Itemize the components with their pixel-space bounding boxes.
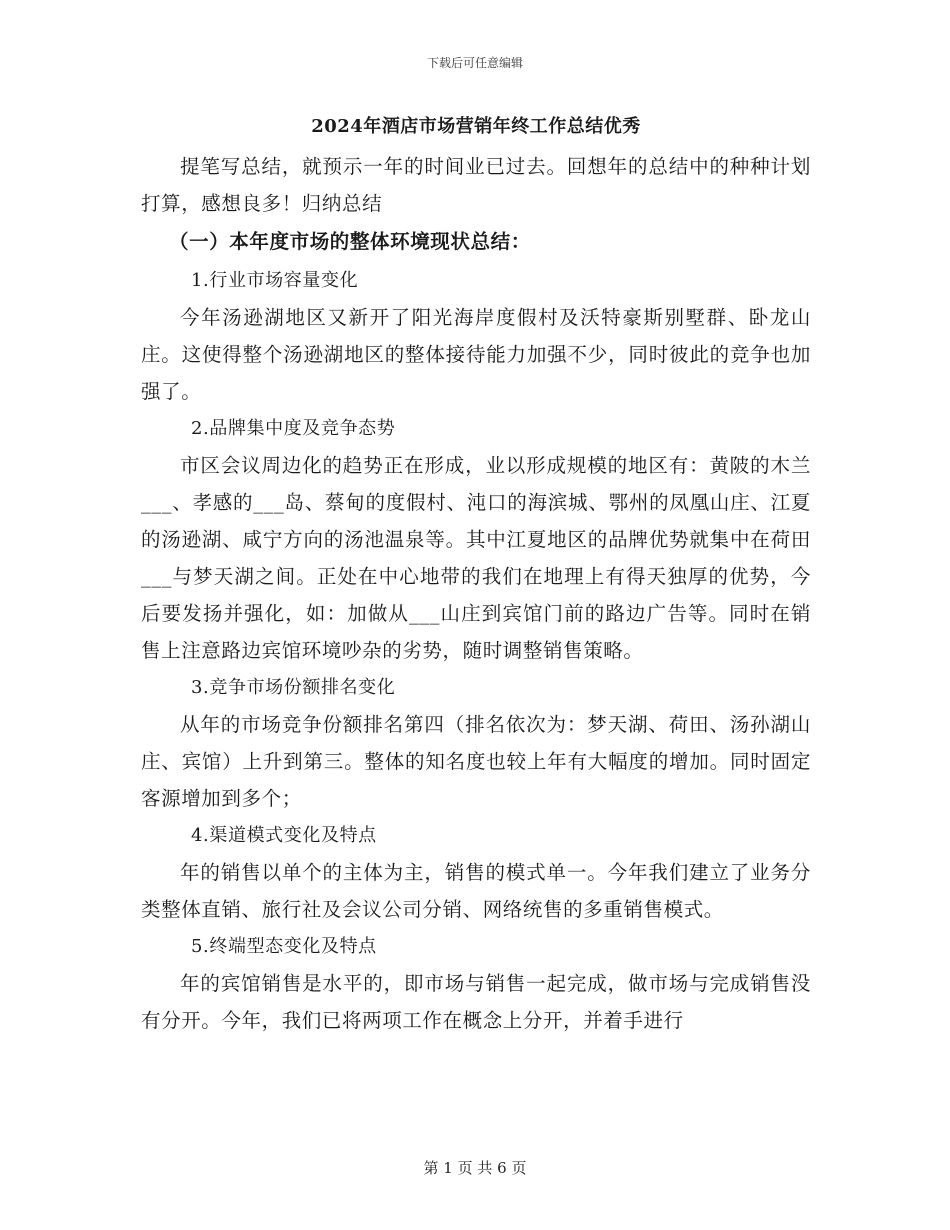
- item-heading-4: 4.渠道模式变化及特点: [191, 825, 377, 846]
- document-body: [141, 112, 811, 1039]
- document-title: 2024年酒店市场营销年终工作总结优秀: [311, 116, 641, 137]
- page-footer: 第 1 页 共 6 页: [423, 1159, 527, 1177]
- item-heading-1: 1.行业市场容量变化: [191, 270, 359, 291]
- item-heading-2: 2.品牌集中度及竞争态势: [191, 418, 396, 439]
- page-header: 下载后可任意编辑: [426, 56, 523, 70]
- item-paragraph-5: 年的宾馆销售是水平的，即市场与销售一起完成，做市场与完成销售没有分开。今年，我们已将两项工作在概念上分开，并着手进行: [141, 972, 811, 1032]
- intro-paragraph: 提笔写总结，就预示一年的时间业已过去。回想年的总结中的种种计划打算，感想良多！归纳总结: [141, 155, 811, 215]
- item-paragraph-1: 今年汤逊湖地区又新开了阳光海岸度假村及沃特豪斯别墅群、卧龙山庄。这使得整个汤逊湖地区的整体接待能力加强不少，同时彼此的竞争也加强了。: [141, 306, 811, 403]
- item-heading-3: 3.竞争市场份额排名变化: [191, 677, 396, 698]
- item-heading-5: 5.终端型态变化及特点: [191, 936, 377, 957]
- section-heading: （一）本年度市场的整体环境现状总结：: [169, 230, 531, 253]
- item-paragraph-4: 年的销售以单个的主体为主，销售的模式单一。今年我们建立了业务分类整体直销、旅行社及会议公司分销、网络统售的多重销售模式。: [141, 861, 811, 921]
- item-paragraph-2: 市区会议周边化的趋势正在形成，业以形成规模的地区有：黄陂的木兰___、孝感的___岛、蔡甸的度假村、沌口的海滨城、鄂州的凤凰山庄、江夏的汤逊湖、咸宁方向的汤池温泉等。其中江夏地区的品牌优势就集中在荷田___与梦天湖之间。正处在中心地带的我们在地理上有得天独厚的优势，今后要发扬并强化，如：加做从___山庄到宾馆门前的路边广告等。同时在销售上注意路边宾馆环境吵杂的劣势，随时调整销售策略。: [141, 454, 811, 662]
- item-paragraph-3: 从年的市场竞争份额排名第四（排名依次为：梦天湖、荷田、汤孙湖山庄、宾馆）上升到第三。整体的知名度也较上年有大幅度的增加。同时固定客源增加到多个；: [141, 713, 811, 810]
